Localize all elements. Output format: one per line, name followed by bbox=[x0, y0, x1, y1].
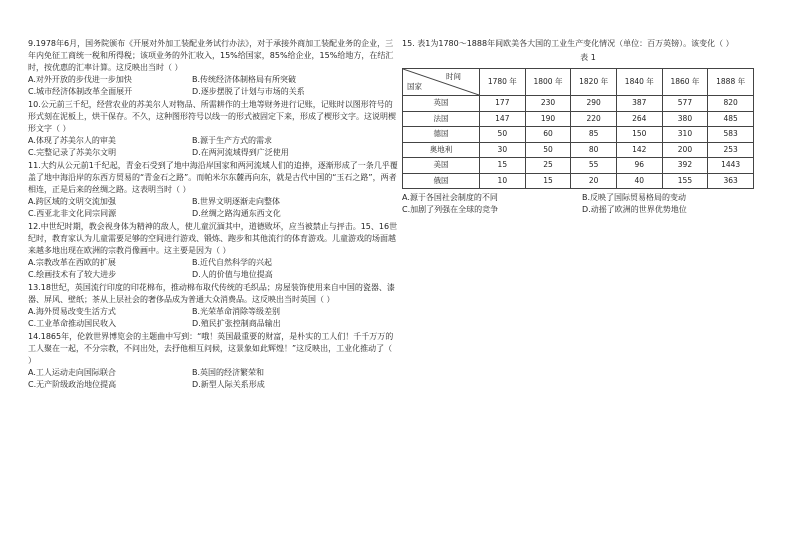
question-12-options bbox=[28, 257, 398, 281]
value-cell: 264 bbox=[616, 111, 662, 127]
answer-option[interactable]: A.海外贸易改变生活方式 bbox=[28, 307, 116, 316]
answer-option[interactable]: D.人的价值与地位提高 bbox=[192, 270, 273, 279]
answer-option[interactable]: A.体现了苏美尔人的审美 bbox=[28, 136, 116, 145]
value-cell: 190 bbox=[525, 111, 571, 127]
question-9-options bbox=[28, 74, 398, 98]
table-row bbox=[403, 96, 754, 112]
question-9-text: 9.1978年6月，国务院颁布《开展对外加工装配业务试行办法》，对于承接外商加工装配业务的企业，三年内免征工商统一税和所得税；该项业务的外汇收入，15%给国家，85%给企业，15%给地方，在结汇时，按优惠的汇率计算。这反映出当时（ ） bbox=[28, 39, 394, 72]
question-14-text: 14.1865年，伦敦世界博览会的主题曲中写到：“哦！英国最重要的财富，是朴实的工人们！千千万万的工人聚在一起，不分宗教，不问出处，去抒他相互问候，这景象如此辉煌！”这反映出，工业化推动了（ ） bbox=[28, 332, 394, 365]
answer-option[interactable]: A.跨区域的文明交流加强 bbox=[28, 197, 116, 206]
value-cell: 820 bbox=[708, 96, 754, 112]
answer-option[interactable]: D.逐步摆脱了计划与市场的关系 bbox=[192, 87, 305, 96]
answer-option[interactable]: A.源于各国社会制度的不同 bbox=[402, 193, 498, 202]
value-cell: 380 bbox=[662, 111, 708, 127]
value-cell: 177 bbox=[480, 96, 526, 112]
value-cell: 200 bbox=[662, 142, 708, 158]
table-row bbox=[403, 173, 754, 189]
answer-option[interactable]: D.新型人际关系形成 bbox=[192, 380, 265, 389]
value-cell: 485 bbox=[708, 111, 754, 127]
value-cell: 392 bbox=[662, 158, 708, 174]
table-header-row bbox=[403, 69, 754, 96]
answer-option[interactable]: D.殖民扩张控制商品输出 bbox=[192, 319, 281, 328]
value-cell: 60 bbox=[525, 127, 571, 143]
right-column bbox=[402, 38, 774, 217]
answer-option[interactable]: D.丝绸之路沟通东西文化 bbox=[192, 209, 281, 218]
header-time-label: 时间 bbox=[446, 72, 461, 81]
answer-option[interactable]: B.源于生产方式的需求 bbox=[192, 136, 273, 145]
table-row bbox=[403, 158, 754, 174]
country-cell: 英国 bbox=[403, 96, 480, 112]
value-cell: 15 bbox=[480, 158, 526, 174]
answer-option[interactable]: B.世界文明逐渐走向整体 bbox=[192, 197, 281, 206]
question-10-options bbox=[28, 135, 398, 159]
value-cell: 142 bbox=[616, 142, 662, 158]
value-cell: 230 bbox=[525, 96, 571, 112]
value-cell: 15 bbox=[525, 173, 571, 189]
industrial-output-table bbox=[402, 68, 754, 189]
value-cell: 363 bbox=[708, 173, 754, 189]
value-cell: 10 bbox=[480, 173, 526, 189]
answer-option[interactable]: B.传统经济体制格局有所突破 bbox=[192, 75, 297, 84]
question-11-text: 11.大约从公元前1千纪起，青金石受到了地中海沿岸国家和两河流域人们的追捧，逐渐形成了一条几乎覆盖了地中海沿岸的东西方贸易的“青金石之路”。而帕米尔东麓再向东，就是古代中国的“玉石之路”，两者相连，正是后来的丝绸之路。这表明当时（ ） bbox=[28, 161, 398, 194]
year-header-cell: 1840 年 bbox=[616, 69, 662, 96]
answer-option[interactable]: B.英国的经济繁荣和 bbox=[192, 368, 265, 377]
value-cell: 85 bbox=[571, 127, 617, 143]
answer-option[interactable]: C.无产阶级政治地位提高 bbox=[28, 380, 117, 389]
value-cell: 25 bbox=[525, 158, 571, 174]
country-cell: 法国 bbox=[403, 111, 480, 127]
question-15-text: 15. 表1为1780～1888年间欧美各大国的工业生产变化情况（单位：百万英镑）。该变化（ ） bbox=[402, 39, 734, 48]
value-cell: 253 bbox=[708, 142, 754, 158]
country-cell: 德国 bbox=[403, 127, 480, 143]
answer-option[interactable]: C.绘画技术有了较大进步 bbox=[28, 270, 117, 279]
value-cell: 30 bbox=[480, 142, 526, 158]
question-10-text: 10.公元前三千纪，经营农业的苏美尔人对物品、所需耕作的土地等财务进行记账，记账时以图形符号的形式刻在泥板上，烘干保存。不久，这种图形符号以线一的形式被固定下来，形成了楔形文字。这说明楔形文字（ ） bbox=[28, 100, 396, 133]
value-cell: 80 bbox=[571, 142, 617, 158]
value-cell: 155 bbox=[662, 173, 708, 189]
answer-option[interactable]: A.工人运动走向国际联合 bbox=[28, 368, 116, 377]
country-cell: 美国 bbox=[403, 158, 480, 174]
question-14-options bbox=[28, 367, 398, 391]
value-cell: 290 bbox=[571, 96, 617, 112]
answer-option[interactable]: C.加剧了列强在全球的竞争 bbox=[402, 205, 499, 214]
header-country-label: 国家 bbox=[407, 82, 422, 91]
answer-option[interactable]: B.光荣革命消除等级差别 bbox=[192, 307, 281, 316]
answer-option[interactable]: D.在两河流域得到广泛使用 bbox=[192, 148, 289, 157]
table-row bbox=[403, 111, 754, 127]
value-cell: 50 bbox=[480, 127, 526, 143]
value-cell: 40 bbox=[616, 173, 662, 189]
value-cell: 50 bbox=[525, 142, 571, 158]
value-cell: 20 bbox=[571, 173, 617, 189]
value-cell: 310 bbox=[662, 127, 708, 143]
value-cell: 150 bbox=[616, 127, 662, 143]
value-cell: 583 bbox=[708, 127, 754, 143]
answer-option[interactable]: B.近代自然科学的兴起 bbox=[192, 258, 273, 267]
country-cell: 俄国 bbox=[403, 173, 480, 189]
table-caption: 表 1 bbox=[580, 53, 596, 62]
left-column bbox=[28, 38, 398, 392]
year-header-cell: 1888 年 bbox=[708, 69, 754, 96]
value-cell: 147 bbox=[480, 111, 526, 127]
year-header-cell: 1800 年 bbox=[525, 69, 571, 96]
question-11-options bbox=[28, 196, 398, 220]
value-cell: 1443 bbox=[708, 158, 754, 174]
diagonal-header-cell bbox=[403, 69, 480, 96]
year-header-cell: 1860 年 bbox=[662, 69, 708, 96]
question-15-options bbox=[402, 192, 774, 216]
question-13-text: 13.18世纪，英国流行印度的印花棉布，推动棉布取代传统的毛织品；房屋装饰使用来自中国的瓷器、漆器、屏风、壁纸；茶从上层社会的奢侈品成为普通大众消费品。这反映出当时英国（ ） bbox=[28, 283, 395, 304]
value-cell: 387 bbox=[616, 96, 662, 112]
question-13-options bbox=[28, 306, 398, 330]
answer-option[interactable]: C.完整记录了苏美尔文明 bbox=[28, 148, 117, 157]
value-cell: 55 bbox=[571, 158, 617, 174]
table-row bbox=[403, 127, 754, 143]
answer-option[interactable]: A.对外开放的步伐进一步加快 bbox=[28, 75, 132, 84]
answer-option[interactable]: D.动摇了欧洲的世界优势地位 bbox=[582, 205, 687, 214]
country-cell: 奥地利 bbox=[403, 142, 480, 158]
answer-option[interactable]: C.城市经济体制改革全面展开 bbox=[28, 87, 133, 96]
value-cell: 96 bbox=[616, 158, 662, 174]
year-header-cell: 1780 年 bbox=[480, 69, 526, 96]
answer-option[interactable]: C.西亚北非文化同宗同源 bbox=[28, 209, 117, 218]
value-cell: 220 bbox=[571, 111, 617, 127]
answer-option[interactable]: A.宗教改革在西欧的扩展 bbox=[28, 258, 116, 267]
answer-option[interactable]: C.工业革命推动国民收入 bbox=[28, 319, 117, 328]
question-12-text: 12.中世纪时期，教会视身体为精神的敌人，使儿童沉湎其中，道德败坏，应当被禁止与抨击。15、16世纪时，教育家认为儿童需要足够的空间进行游戏、锻炼、跑步和其他流行的体育游戏。儿童游戏的场面越来越多地出现在欧洲的宗教肖像画中。这主要是因为（ ） bbox=[28, 222, 398, 255]
year-header-cell: 1820 年 bbox=[571, 69, 617, 96]
table-row bbox=[403, 142, 754, 158]
value-cell: 577 bbox=[662, 96, 708, 112]
answer-option[interactable]: B.反映了国际贸易格局的变动 bbox=[582, 193, 687, 202]
